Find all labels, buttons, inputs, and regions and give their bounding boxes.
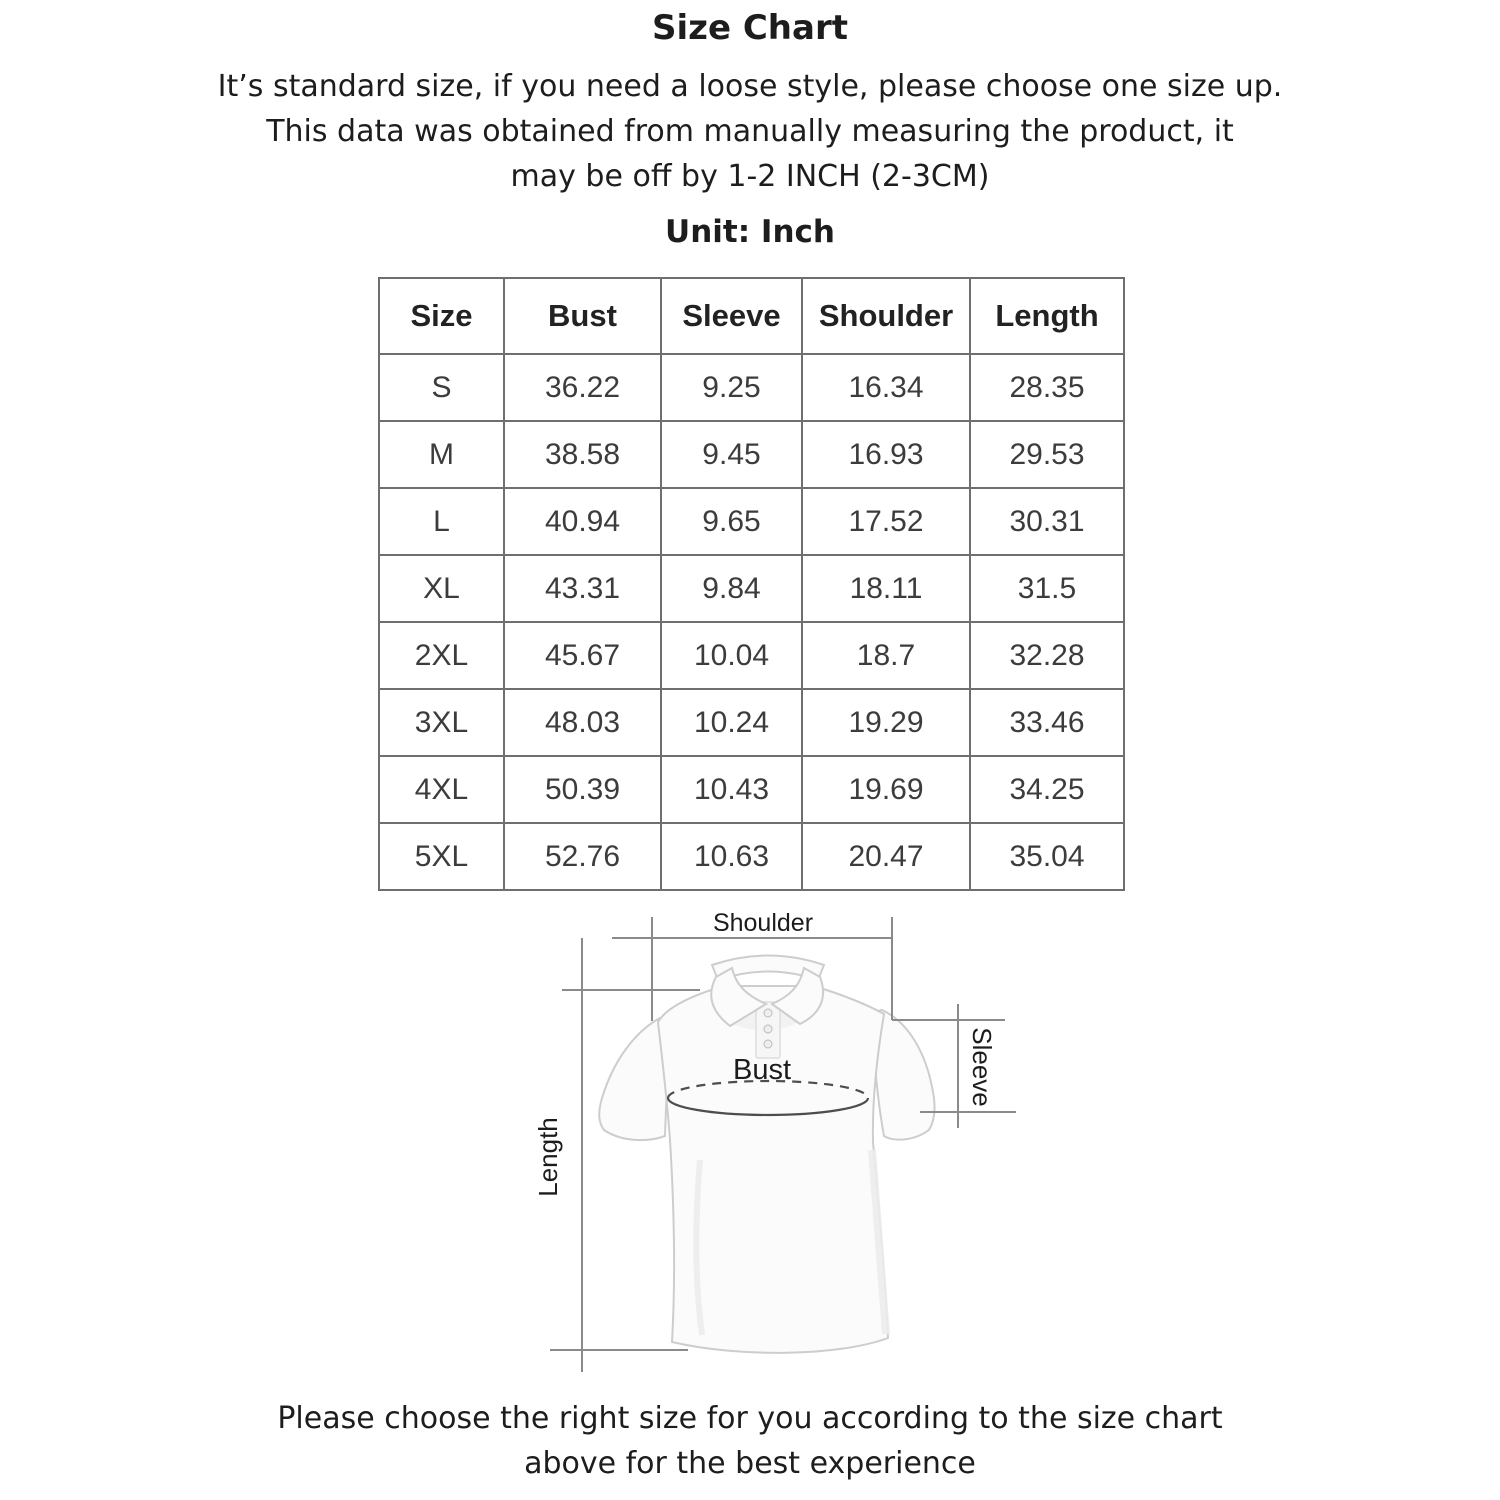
- shoulder-cell: 20.47: [802, 823, 970, 890]
- disclaimer-line-3: may be off by 1-2 INCH (2-3CM): [510, 159, 990, 194]
- table-row: [379, 421, 1124, 488]
- shoulder-cell: 16.93: [802, 421, 970, 488]
- disclaimer-line-1: It’s standard size, if you need a loose style, please choose one size up.: [217, 69, 1283, 104]
- sleeve-cell: 10.24: [661, 689, 802, 756]
- button: [764, 1040, 772, 1048]
- bust-cell: 50.39: [504, 756, 661, 823]
- table-row: [379, 488, 1124, 555]
- shoulder-cell: 18.11: [802, 555, 970, 622]
- table-header-row: [379, 278, 1124, 354]
- length-cell: 31.5: [970, 555, 1124, 622]
- polo-shirt-illustration: [599, 956, 934, 1353]
- size-label-cell: 3XL: [379, 689, 504, 756]
- shoulder-cell: 19.29: [802, 689, 970, 756]
- sleeve-cell: 10.43: [661, 756, 802, 823]
- size-table: [378, 277, 1125, 891]
- bust-cell: 48.03: [504, 689, 661, 756]
- length-cell: 28.35: [970, 354, 1124, 421]
- table-row: [379, 555, 1124, 622]
- footer-note: [0, 1396, 1500, 1486]
- column-header-size: Size: [379, 278, 504, 354]
- page-title: Size Chart: [652, 8, 848, 48]
- shoulder-cell: 18.7: [802, 622, 970, 689]
- bust-cell: 43.31: [504, 555, 661, 622]
- bust-label: Bust: [732, 1054, 792, 1086]
- button: [764, 1009, 772, 1017]
- bust-cell: 52.76: [504, 823, 661, 890]
- length-cell: 30.31: [970, 488, 1124, 555]
- footer-line-1: Please choose the right size for you according to the size chart: [277, 1401, 1223, 1436]
- length-label: Length: [533, 1117, 563, 1197]
- size-disclaimer: [0, 64, 1500, 199]
- sleeve-cell: 9.65: [661, 488, 802, 555]
- shoulder-cell: 16.34: [802, 354, 970, 421]
- button: [764, 1025, 772, 1033]
- length-cell: 29.53: [970, 421, 1124, 488]
- size-label-cell: XL: [379, 555, 504, 622]
- size-label-cell: 5XL: [379, 823, 504, 890]
- bust-cell: 45.67: [504, 622, 661, 689]
- measurement-diagram: [520, 895, 1040, 1395]
- shoulder-cell: 17.52: [802, 488, 970, 555]
- table-row: [379, 689, 1124, 756]
- size-label-cell: M: [379, 421, 504, 488]
- shoulder-cell: 19.69: [802, 756, 970, 823]
- footer-line-2: above for the best experience: [524, 1446, 976, 1481]
- column-header-length: Length: [970, 278, 1124, 354]
- sleeve-cell: 9.25: [661, 354, 802, 421]
- bust-cell: 36.22: [504, 354, 661, 421]
- table-row: [379, 354, 1124, 421]
- bust-cell: 40.94: [504, 488, 661, 555]
- length-cell: 33.46: [970, 689, 1124, 756]
- disclaimer-line-2: This data was obtained from manually measuring the product, it: [266, 114, 1234, 149]
- table-row: [379, 756, 1124, 823]
- column-header-bust: Bust: [504, 278, 661, 354]
- sleeve-cell: 10.63: [661, 823, 802, 890]
- size-label-cell: 2XL: [379, 622, 504, 689]
- size-label-cell: S: [379, 354, 504, 421]
- sleeve-cell: 9.45: [661, 421, 802, 488]
- size-label-cell: L: [379, 488, 504, 555]
- unit-label: Unit: Inch: [665, 214, 835, 250]
- length-cell: 34.25: [970, 756, 1124, 823]
- sleeve-label: Sleeve: [967, 1027, 997, 1107]
- column-header-shoulder: Shoulder: [802, 278, 970, 354]
- sleeve-cell: 9.84: [661, 555, 802, 622]
- sleeve-cell: 10.04: [661, 622, 802, 689]
- size-label-cell: 4XL: [379, 756, 504, 823]
- table-row: [379, 823, 1124, 890]
- column-header-sleeve: Sleeve: [661, 278, 802, 354]
- shoulder-label: Shoulder: [712, 909, 814, 937]
- bust-cell: 38.58: [504, 421, 661, 488]
- length-cell: 35.04: [970, 823, 1124, 890]
- table-row: [379, 622, 1124, 689]
- length-cell: 32.28: [970, 622, 1124, 689]
